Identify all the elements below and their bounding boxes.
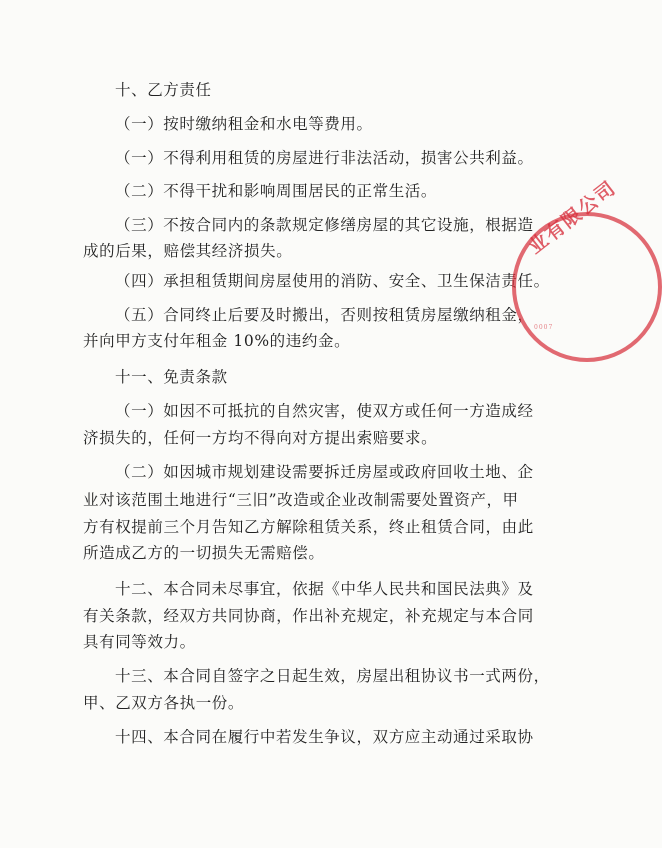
section-heading-12: 十二、本合同未尽事宜，依据《中华人民共和国民法典》及 — [115, 580, 534, 598]
seal-code: 0007 — [534, 324, 554, 331]
clause-line: （一）如因不可抵抗的自然灾害，使双方或任何一方造成经 — [115, 402, 534, 420]
clause-line: （二）如因城市规划建设需要拆迁房屋或政府回收土地、企 — [115, 463, 534, 481]
clause-line: （一）不得利用租赁的房屋进行非法活动，损害公共利益。 — [115, 149, 534, 167]
clause-line: 甲、乙双方各执一份。 — [83, 694, 245, 712]
clause-line: 成的后果，赔偿其经济损失。 — [83, 242, 293, 260]
section-heading-11: 十一、免责条款 — [115, 368, 228, 386]
clause-line: 业对该范围土地进行“三旧”改造或企业改制需要处置资产，甲 — [83, 491, 519, 509]
clause-line: 方有权提前三个月告知乙方解除租赁关系，终止租赁合同，由此 — [83, 518, 534, 536]
section-heading-10: 十、乙方责任 — [115, 81, 212, 99]
clause-line: 所造成乙方的一切损失无需赔偿。 — [83, 544, 325, 562]
clause-line: （五）合同终止后要及时搬出，否则按租赁房屋缴纳租金， — [115, 306, 534, 324]
clause-line: 具有同等效力。 — [83, 633, 196, 651]
clause-line: 有关条款，经双方共同协商，作出补充规定，补充规定与本合同 — [83, 607, 534, 625]
clause-line: 并向甲方支付年租金 10%的违约金。 — [83, 332, 351, 350]
section-heading-14: 十四、本合同在履行中若发生争议，双方应主动通过采取协 — [115, 728, 534, 746]
clause-line: （一）按时缴纳租金和水电等费用。 — [115, 115, 373, 133]
company-seal-stamp — [512, 176, 662, 362]
clause-line: 济损失的，任何一方均不得向对方提出索赔要求。 — [83, 429, 438, 447]
section-heading-13: 十三、本合同自签字之日起生效，房屋出租协议书一式两份， — [115, 667, 550, 685]
seal-text: 业有限公司 — [524, 176, 621, 259]
clause-line: （二）不得干扰和影响周围居民的正常生活。 — [115, 182, 438, 200]
clause-line: （三）不按合同内的条款规定修缮房屋的其它设施，根据造 — [115, 216, 534, 234]
clause-line: （四）承担租赁期间房屋使用的消防、安全、卫生保洁责任。 — [115, 272, 550, 290]
